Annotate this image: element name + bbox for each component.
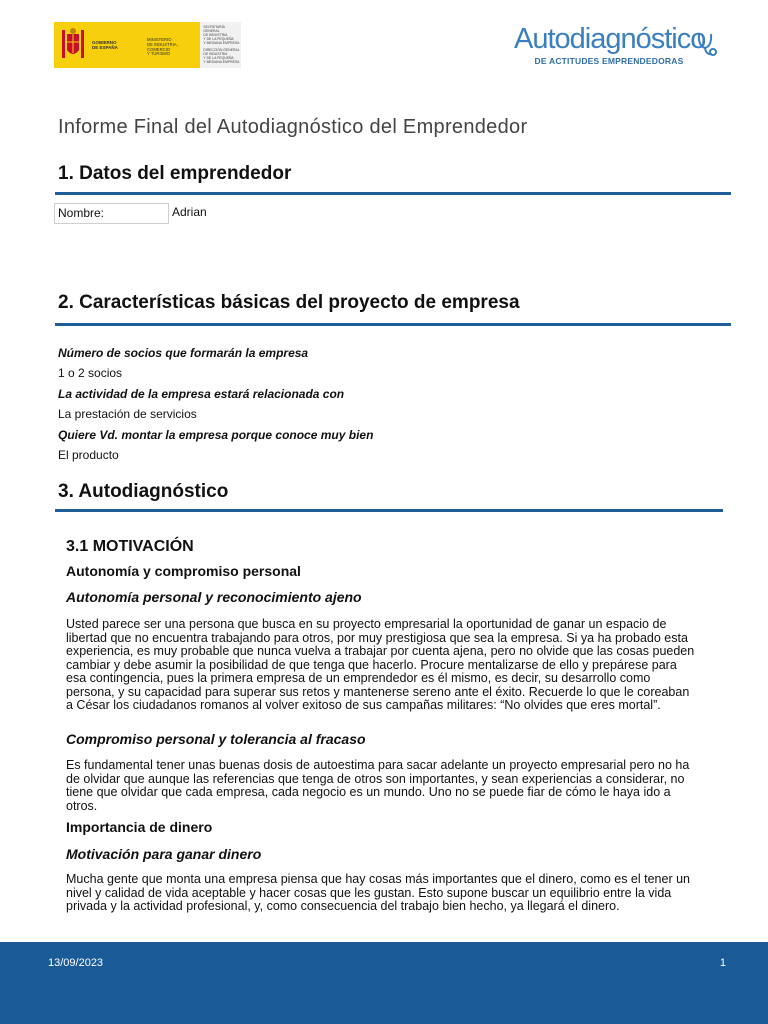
group-title-autonomia: Autonomía y compromiso personal — [66, 563, 301, 579]
name-label: Nombre: — [54, 203, 169, 224]
secretaria-area — [200, 22, 241, 68]
direccion-text: DIRECCIÓN GENERAL DE INDUSTRIA Y DE LA PEQUEÑA Y MEDIANA EMPRESA — [203, 48, 240, 64]
answer-conoce: El producto — [58, 448, 119, 462]
secretaria-text: SECRETARÍA GENERAL DE INDUSTRIA Y DE LA PEQUEÑA Y MEDIANA EMPRESA — [203, 25, 240, 45]
topic-text-compromiso: Es fundamental tener unas buenas dosis de autoestima para sacar adelante un proyecto empresarial pero no ha de olvidar que aunque las referencias que tenga de otros son importantes, y sean experiencias a considerar, no tiene que olvidar que cada empresa, cada negocio es un mundo. Uno no se puede fiar de cómo le haya ido a otros. — [66, 758, 690, 813]
page-number: 1 — [719, 957, 726, 969]
section-divider — [55, 192, 731, 195]
section-divider — [55, 509, 723, 512]
answer-socios: 1 o 2 socios — [58, 366, 123, 380]
topic-title-autonomia: Autonomía personal y reconocimiento ajeno — [66, 589, 362, 605]
stethoscope-icon — [696, 32, 718, 58]
section-divider — [55, 323, 731, 326]
government-logo — [54, 22, 241, 68]
answer-actividad: La prestación de servicios — [58, 407, 197, 421]
group-title-dinero: Importancia de dinero — [66, 819, 213, 835]
topic-title-dinero: Motivación para ganar dinero — [66, 846, 262, 862]
section-heading-caracteristicas: 2. Características básicas del proyecto de empresa — [58, 292, 520, 313]
report-title: Informe Final del Autodiagnóstico del Emprendedor — [58, 116, 528, 138]
topic-text-dinero: Mucha gente que monta una empresa piensa que hay cosas más importantes que el dinero, como es el tener un nivel y calidad de vida aceptable y hacer cosas que les gustan. Esto supone buscar un equilibrio entre la vida privada y la actividad profesional, y, como consecuencia del trabajo bien hecho, ya llegará el dinero. — [66, 872, 690, 913]
coat-of-arms-icon — [58, 26, 88, 64]
section-heading-datos: 1. Datos del emprendedor — [58, 163, 292, 184]
question-actividad: La actividad de la empresa estará relacionada con — [58, 387, 345, 401]
brand-subtitle: DE ACTITUDES EMPRENDEDORAS — [534, 56, 684, 66]
coat-of-arms-area — [54, 22, 143, 68]
brand-logo — [514, 24, 704, 66]
page-footer — [0, 942, 768, 1024]
question-conoce: Quiere Vd. montar la empresa porque conoce muy bien — [58, 428, 374, 442]
topic-title-compromiso: Compromiso personal y tolerancia al fracaso — [66, 731, 366, 747]
question-socios: Número de socios que formarán la empresa — [58, 346, 309, 360]
name-value: Adrian — [172, 205, 207, 219]
subsection-motivacion: 3.1 MOTIVACIÓN — [66, 538, 194, 555]
ministerio-text: MINISTERIO DE INDUSTRIA, COMERCIO Y TURISMO — [147, 37, 178, 57]
brand-title: Autodiagnóstico — [514, 23, 706, 55]
footer-date: 13/09/2023 — [48, 957, 104, 969]
topic-text-autonomia: Usted parece ser una persona que busca en su proyecto empresarial la oportunidad de ganar un espacio de libertad que no encuentra trabajando para otros, por muy prestigiosa que sea la empresa. Si ya ha probado esta experiencia, es muy probable que nunca vuelva a trabajar por cuenta ajena, pero no olvide que las cosas pueden cambiar y debe asumir la posibilidad de que tenga que hacerlo. Procure mentalizarse de ello y prepárese para esa contingencia, pues la primera empresa de un emprendedor es él mismo, es decir, su desarrollo como persona, y su capacidad para superar sus retos y mantenerse sereno ante el éxito. Recuerde lo que le coreaban a César los ciudadanos romanos al volver exitoso de sus campañas militares: “No olvides que eres mortal”. — [66, 617, 695, 712]
section-heading-autodiagnostico: 3. Autodiagnóstico — [58, 481, 229, 502]
gobierno-text: GOBIERNO DE ESPAÑA — [92, 40, 118, 50]
